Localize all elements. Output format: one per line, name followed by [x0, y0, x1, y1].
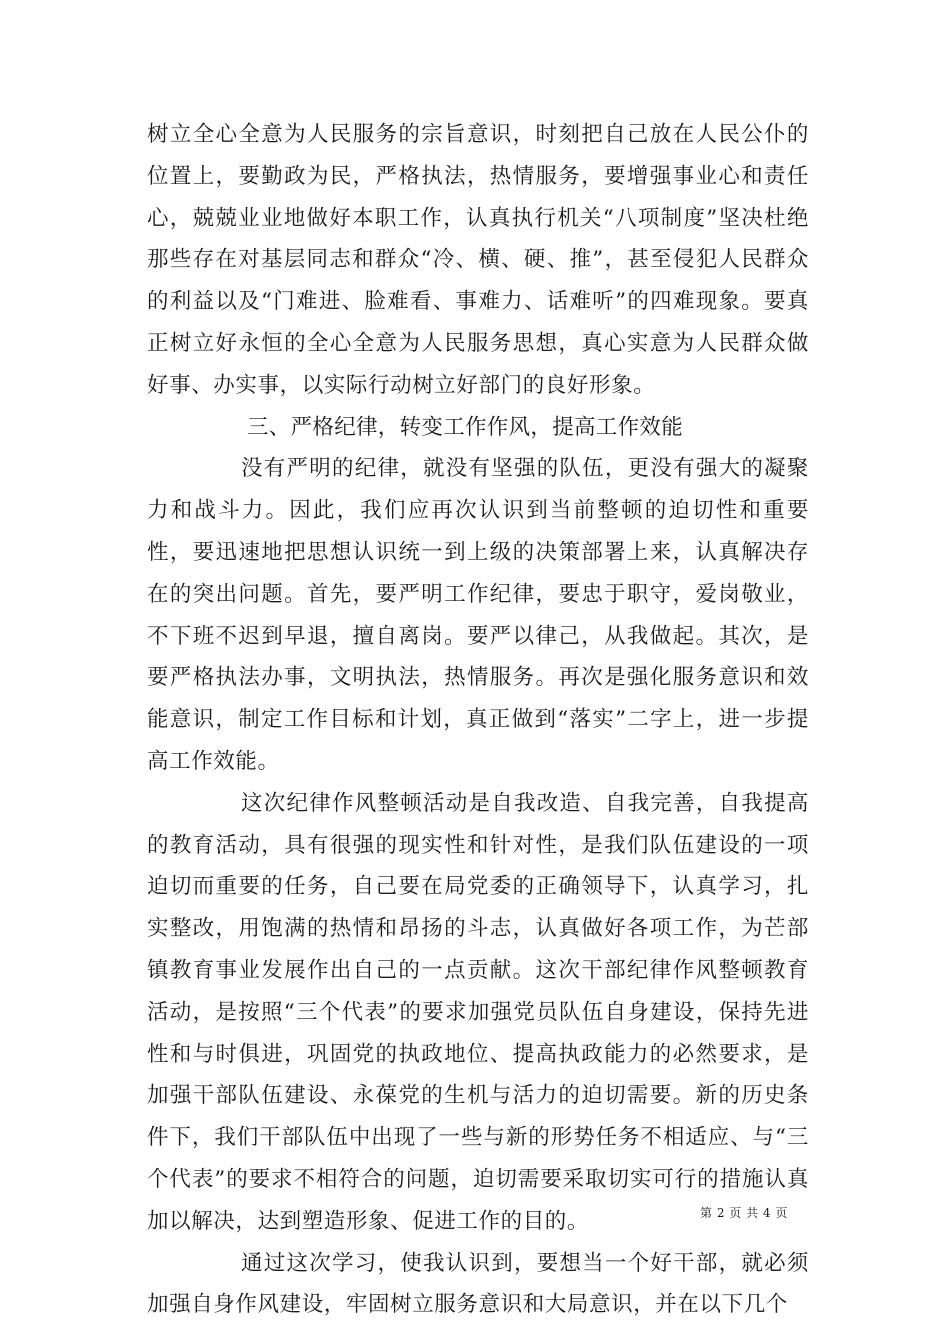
paragraph-discipline: 没有严明的纪律，就没有坚强的队伍，更没有强大的凝聚力和战斗力。因此，我们应再次认识到当前整顿的迫切性和重要性，要迅速地把思想认识统一到上级的决策部署上来，认真解决存在的突出问题。首先，要严明工作纪律，要忠于职守，爱岗敬业，不下班不迟到早退，擅自离岗。要严以律己，从我做起。其次，是要严格执法办事，文明执法，热情服务。再次是强化服务意识和效能意识，制定工作目标和计划，真正做到“落实”二字上，进一步提高工作效能。	[147, 456, 809, 774]
page-number-footer: 第 2 页 共 4 页	[700, 1206, 788, 1220]
paragraph-service-awareness: 树立全心全意为人民服务的宗旨意识，时刻把自己放在人民公仆的位置上，要勤政为民，严格执法，热情服务，要增强事业心和责任心，兢兢业业地做好本职工作，认真执行机关“八项制度”坚决杜绝那些存在对基层同志和群众“冷、横、硬、推”，甚至侵犯人民群众的利益以及“门难进、脸难看、事难力、话难听”的四难现象。要真正树立好永恒的全心全意为人民服务思想，真心实意为人民群众做好事、办实事，以实际行动树立好部门的良好形象。	[147, 122, 809, 398]
paragraph-learning-summary: 通过这次学习，使我认识到，要想当一个好干部，就必须加强自身作风建设，牢固树立服务意识和大局意识，并在以下几个	[147, 1250, 809, 1318]
paragraph-rectification-activity: 这次纪律作风整顿活动是自我改造、自我完善，自我提高的教育活动，具有很强的现实性和针对性，是我们队伍建设的一项迫切而重要的任务，自己要在局党委的正确领导下，认真学习，扎实整改，用饱满的热情和昂扬的斗志，认真做好各项工作，为芒部镇教育事业发展作出自己的一点贡献。这次干部纪律作风整顿教育活动，是按照“三个代表”的要求加强党员队伍自身建设，保持先进性和与时俱进，巩固党的执政地位、提高执政能力的必然要求，是加强干部队伍建设、永葆党的生机与活力的迫切需要。新的历史条件下，我们干部队伍中出现了一些与新的形势任务不相适应、与“三个代表”的要求不相符合的问题，迫切需要采取切实可行的措施认真加以解决，达到塑造形象、促进工作的目的。	[147, 790, 809, 1234]
document-body	[147, 114, 809, 1326]
section-heading-discipline: 三、严格纪律，转变工作作风，提高工作效能	[247, 414, 684, 440]
